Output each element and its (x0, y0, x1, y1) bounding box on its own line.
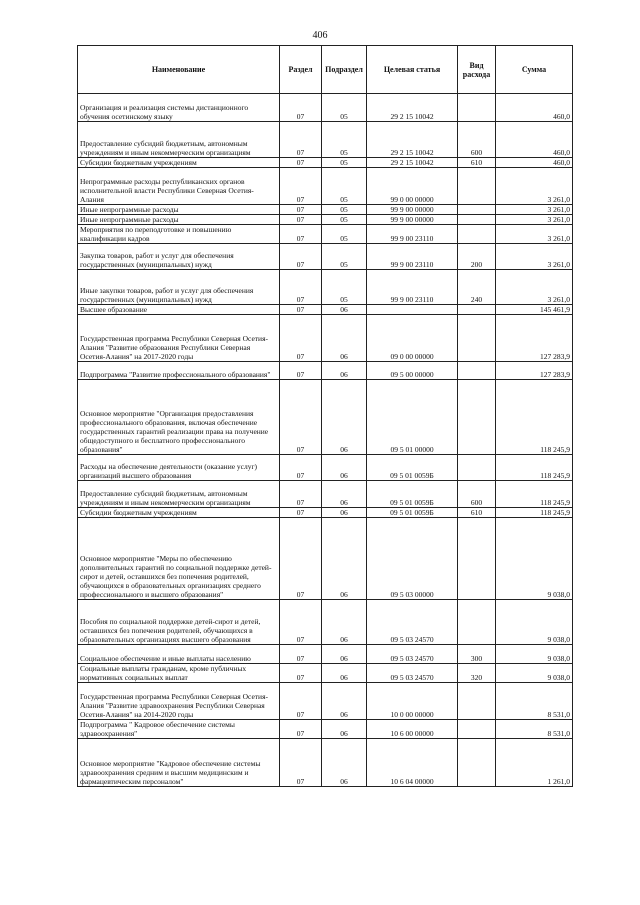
cell-subsection: 06 (322, 315, 367, 362)
cell-name: Иные непрограммные расходы (78, 205, 280, 215)
table-header (78, 46, 573, 94)
cell-name: Высшее образование (78, 305, 280, 315)
cell-subsection: 06 (322, 481, 367, 508)
cell-target (367, 305, 458, 315)
cell-section: 07 (280, 455, 322, 481)
cell-expense (458, 720, 496, 739)
cell-expense (458, 205, 496, 215)
cell-name: Государственная программа Республики Северная Осетия-Алания "Развитие образования Республики Северная Осетия-Алания" на 2017-2020 годы (78, 315, 280, 362)
cell-expense: 300 (458, 645, 496, 664)
table-row (78, 508, 573, 518)
cell-subsection: 06 (322, 508, 367, 518)
cell-subsection: 05 (322, 168, 367, 205)
cell-sum: 9 038,0 (496, 518, 573, 600)
table-row (78, 455, 573, 481)
table-row (78, 664, 573, 683)
cell-section: 07 (280, 645, 322, 664)
cell-target: 09 5 03 24570 (367, 664, 458, 683)
cell-name: Социальные выплаты гражданам, кроме публичных нормативных социальных выплат (78, 664, 280, 683)
cell-sum: 118 245,9 (496, 481, 573, 508)
cell-sum: 118 245,9 (496, 380, 573, 455)
table-row (78, 305, 573, 315)
cell-section: 07 (280, 739, 322, 787)
table-row (78, 94, 573, 122)
table-row (78, 481, 573, 508)
cell-section: 07 (280, 244, 322, 270)
table-row (78, 518, 573, 600)
cell-target: 09 5 00 00000 (367, 362, 458, 380)
cell-name: Иные непрограммные расходы (78, 215, 280, 225)
cell-name: Иные закупки товаров, работ и услуг для обеспечения государственных (муниципальных) нужд (78, 270, 280, 305)
cell-target: 29 2 15 10042 (367, 122, 458, 158)
cell-section: 07 (280, 518, 322, 600)
cell-expense (458, 683, 496, 720)
table-row (78, 225, 573, 244)
cell-target: 99 9 00 23110 (367, 225, 458, 244)
cell-subsection: 06 (322, 518, 367, 600)
cell-section: 07 (280, 270, 322, 305)
cell-section: 07 (280, 305, 322, 315)
cell-subsection: 06 (322, 720, 367, 739)
cell-section: 07 (280, 683, 322, 720)
cell-name: Расходы на обеспечение деятельности (оказание услуг) организаций высшего образования (78, 455, 280, 481)
cell-target: 99 9 00 23110 (367, 270, 458, 305)
table-row (78, 739, 573, 787)
cell-section: 07 (280, 380, 322, 455)
cell-sum: 460,0 (496, 94, 573, 122)
cell-name: Мероприятия по переподготовке и повышению квалификации кадров (78, 225, 280, 244)
cell-section: 07 (280, 508, 322, 518)
cell-target: 09 5 01 0059Б (367, 455, 458, 481)
cell-expense (458, 739, 496, 787)
cell-expense: 200 (458, 244, 496, 270)
cell-sum: 8 531,0 (496, 720, 573, 739)
cell-expense (458, 315, 496, 362)
cell-name: Основное мероприятие "Меры по обеспечению дополнительных гарантий по социальной поддержке детей-сирот и детей, оставшихся без попечения родителей, обучающихся в образовательных организациях среднего профессионального и высшего образования" (78, 518, 280, 600)
cell-name: Закупка товаров, работ и услуг для обеспечения государственных (муниципальных) нужд (78, 244, 280, 270)
cell-expense: 600 (458, 481, 496, 508)
cell-subsection: 05 (322, 122, 367, 158)
cell-target: 99 0 00 00000 (367, 168, 458, 205)
cell-name: Основное мероприятие "Кадровое обеспечение системы здравоохранения средним и высшим медицинским и фармацевтическим персоналом" (78, 739, 280, 787)
cell-expense: 600 (458, 122, 496, 158)
cell-name: Государственная программа Республики Северная Осетия-Алания "Развитие здравоохранения Республики Северная Осетия-Алания" на 2014-2020 годы (78, 683, 280, 720)
header-name: Наименование (78, 46, 280, 94)
cell-expense (458, 455, 496, 481)
header-target: Целевая статья (367, 46, 458, 94)
cell-expense: 240 (458, 270, 496, 305)
cell-expense (458, 362, 496, 380)
table-body (78, 94, 573, 787)
cell-name: Подпрограмма " Кадровое обеспечение системы здравоохранения" (78, 720, 280, 739)
cell-subsection: 06 (322, 645, 367, 664)
cell-subsection: 06 (322, 739, 367, 787)
cell-target: 09 5 03 24570 (367, 600, 458, 645)
cell-section: 07 (280, 94, 322, 122)
table-row (78, 244, 573, 270)
cell-section: 07 (280, 315, 322, 362)
cell-name: Непрограммные расходы республиканских органов исполнительной власти Республики Северная Осетия-Алания (78, 168, 280, 205)
cell-expense (458, 94, 496, 122)
cell-target: 09 0 00 00000 (367, 315, 458, 362)
cell-sum: 118 245,9 (496, 455, 573, 481)
cell-sum: 9 038,0 (496, 600, 573, 645)
cell-target: 09 5 01 0059Б (367, 481, 458, 508)
table-row (78, 600, 573, 645)
table-row (78, 205, 573, 215)
cell-expense: 610 (458, 508, 496, 518)
cell-target: 10 6 00 00000 (367, 720, 458, 739)
table-row (78, 362, 573, 380)
cell-subsection: 05 (322, 205, 367, 215)
page-number: 406 (312, 30, 328, 41)
cell-target: 09 5 03 24570 (367, 645, 458, 664)
cell-section: 07 (280, 205, 322, 215)
table-row (78, 168, 573, 205)
cell-subsection: 06 (322, 305, 367, 315)
table-row (78, 645, 573, 664)
cell-target: 99 9 00 23110 (367, 244, 458, 270)
cell-section: 07 (280, 215, 322, 225)
cell-section: 07 (280, 481, 322, 508)
cell-subsection: 05 (322, 158, 367, 168)
cell-sum: 145 461,9 (496, 305, 573, 315)
cell-subsection: 06 (322, 664, 367, 683)
cell-name: Основное мероприятие "Организация предоставления профессионального образования, включая обеспечение государственных гарантий реализации права на получение общедоступного и бесплатного профессионального образования" (78, 380, 280, 455)
cell-sum: 8 531,0 (496, 683, 573, 720)
cell-sum: 3 261,0 (496, 270, 573, 305)
cell-subsection: 05 (322, 270, 367, 305)
cell-name: Субсидии бюджетным учреждениям (78, 508, 280, 518)
cell-target: 10 6 04 00000 (367, 739, 458, 787)
cell-section: 07 (280, 600, 322, 645)
budget-table (77, 45, 573, 787)
cell-target: 09 5 01 00000 (367, 380, 458, 455)
table-row (78, 122, 573, 158)
cell-subsection: 06 (322, 683, 367, 720)
cell-section: 07 (280, 225, 322, 244)
cell-name: Пособия по социальной поддержке детей-сирот и детей, оставшихся без попечения родителей, обучающихся в образовательных организациях высшего образования (78, 600, 280, 645)
header-expense-type: Вид расхода (458, 46, 496, 94)
cell-expense (458, 518, 496, 600)
cell-subsection: 06 (322, 380, 367, 455)
cell-sum: 127 283,9 (496, 362, 573, 380)
cell-section: 07 (280, 664, 322, 683)
cell-target: 29 2 15 10042 (367, 158, 458, 168)
cell-sum: 1 261,0 (496, 739, 573, 787)
cell-target: 10 0 00 00000 (367, 683, 458, 720)
cell-expense (458, 305, 496, 315)
table-row (78, 380, 573, 455)
cell-name: Социальное обеспечение и иные выплаты населению (78, 645, 280, 664)
cell-subsection: 06 (322, 600, 367, 645)
table-row (78, 270, 573, 305)
cell-expense (458, 600, 496, 645)
cell-expense (458, 168, 496, 205)
cell-subsection: 05 (322, 225, 367, 244)
cell-target: 99 9 00 00000 (367, 215, 458, 225)
cell-name: Предоставление субсидий бюджетным, автономным учреждениям и иным некоммерческим организациям (78, 122, 280, 158)
table-row (78, 315, 573, 362)
table-row (78, 215, 573, 225)
cell-expense: 320 (458, 664, 496, 683)
header-row (78, 46, 573, 94)
cell-sum: 118 245,9 (496, 508, 573, 518)
table-row (78, 683, 573, 720)
cell-name: Организация и реализация системы дистанционного обучения осетинскому языку (78, 94, 280, 122)
cell-section: 07 (280, 168, 322, 205)
cell-sum: 127 283,9 (496, 315, 573, 362)
cell-expense (458, 215, 496, 225)
cell-sum: 3 261,0 (496, 168, 573, 205)
cell-subsection: 05 (322, 215, 367, 225)
cell-sum: 3 261,0 (496, 225, 573, 244)
cell-subsection: 06 (322, 455, 367, 481)
cell-sum: 3 261,0 (496, 205, 573, 215)
cell-subsection: 06 (322, 362, 367, 380)
cell-section: 07 (280, 158, 322, 168)
cell-sum: 3 261,0 (496, 244, 573, 270)
cell-subsection: 05 (322, 94, 367, 122)
cell-expense (458, 380, 496, 455)
cell-expense: 610 (458, 158, 496, 168)
cell-target: 99 9 00 00000 (367, 205, 458, 215)
cell-subsection: 05 (322, 244, 367, 270)
cell-sum: 460,0 (496, 122, 573, 158)
cell-sum: 9 038,0 (496, 664, 573, 683)
cell-target: 09 5 03 00000 (367, 518, 458, 600)
cell-target: 29 2 15 10042 (367, 94, 458, 122)
table-row (78, 720, 573, 739)
cell-section: 07 (280, 122, 322, 158)
cell-section: 07 (280, 720, 322, 739)
cell-name: Субсидии бюджетным учреждениям (78, 158, 280, 168)
cell-name: Предоставление субсидий бюджетным, автономным учреждениям и иным некоммерческим организациям (78, 481, 280, 508)
cell-section: 07 (280, 362, 322, 380)
cell-name: Подпрограмма "Развитие профессионального образования" (78, 362, 280, 380)
table-row (78, 158, 573, 168)
header-subsection: Подраздел (322, 46, 367, 94)
cell-sum: 9 038,0 (496, 645, 573, 664)
header-sum: Сумма (496, 46, 573, 94)
header-section: Раздел (280, 46, 322, 94)
cell-target: 09 5 01 0059Б (367, 508, 458, 518)
cell-sum: 3 261,0 (496, 215, 573, 225)
cell-sum: 460,0 (496, 158, 573, 168)
cell-expense (458, 225, 496, 244)
